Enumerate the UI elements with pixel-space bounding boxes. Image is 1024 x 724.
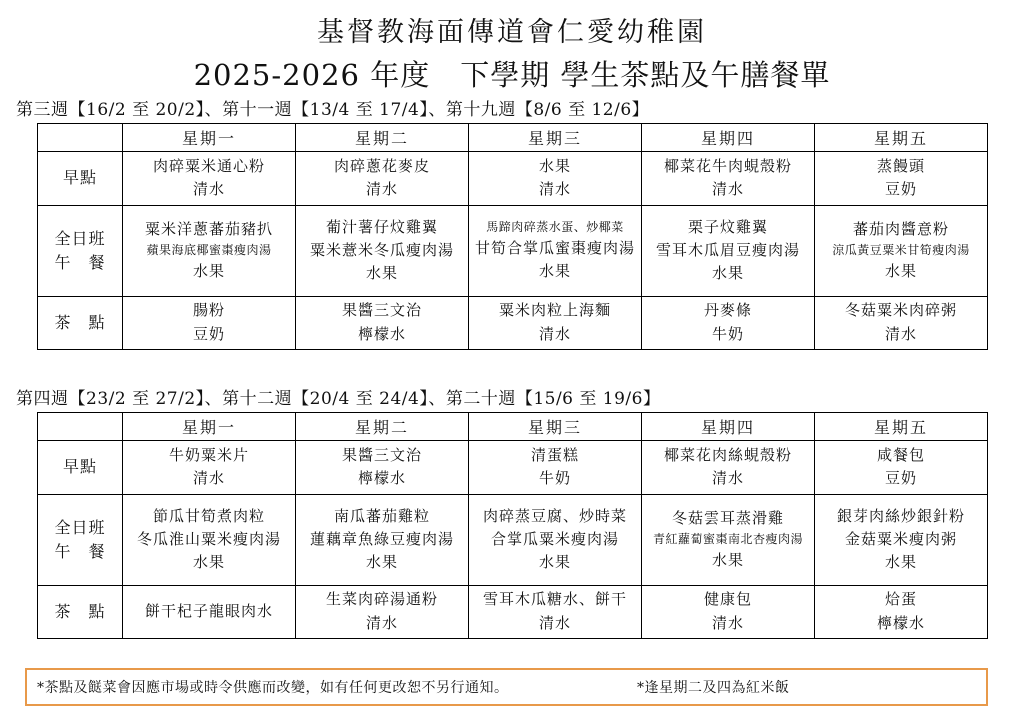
menu-cell (469, 151, 642, 205)
menu-cell (642, 585, 815, 638)
menu-cell (296, 205, 469, 296)
menu-item-line: 果醬三文治 (341, 301, 422, 320)
day-header-label: 星期四 (700, 417, 755, 437)
table-header-row (38, 412, 988, 440)
menu-cell (123, 296, 296, 349)
menu-cell (296, 585, 469, 638)
day-header (642, 412, 815, 440)
day-header-label: 星期三 (527, 128, 582, 148)
menu-item-line: 咸餐包 (876, 445, 925, 464)
menu-item-line: 水果 (884, 553, 917, 572)
menu-item-line: 蕃茄肉醬意粉 (852, 220, 949, 238)
menu-item-line: 水果 (365, 264, 398, 283)
menu-cell (815, 296, 988, 349)
day-header-label: 星期二 (354, 417, 409, 437)
menu-section-2 (0, 384, 1024, 639)
menu-item-line: 檸檬水 (876, 613, 925, 632)
menu-item-line: 清水 (538, 180, 571, 199)
day-header (123, 412, 296, 440)
menu-section-1 (0, 95, 1024, 350)
day-header (123, 123, 296, 151)
menu-item-line: 冬瓜淮山粟米瘦肉湯 (136, 529, 281, 548)
menu-item-line: 水果 (538, 553, 571, 572)
menu-item-line: 粟米肉粒上海麵 (498, 301, 611, 320)
menu-item-line: 葡汁薯仔炆雞翼 (325, 217, 438, 236)
menu-cell (815, 205, 988, 296)
menu-item-line: 豆奶 (884, 180, 917, 199)
menu-item-line: 清水 (711, 469, 744, 488)
menu-item-line: 清蛋糕 (530, 445, 579, 464)
page-subtitle: 2025-2026 年度 下學期 學生茶點及午膳餐單 (193, 57, 831, 92)
row-label-line: 午 餐 (54, 252, 106, 272)
menu-item-line: 銀芽肉絲炒銀針粉 (836, 506, 965, 525)
table-row-tea (38, 296, 988, 349)
table-row-breakfast (38, 440, 988, 494)
day-header-label: 星期三 (527, 417, 582, 437)
menu-cell (123, 494, 296, 585)
menu-item-line: 蒸饅頭 (876, 156, 925, 175)
menu-cell (642, 151, 815, 205)
table-row-tea (38, 585, 988, 638)
menu-item-line: 餅干杞子龍眼肉水 (144, 601, 273, 620)
menu-cell (123, 440, 296, 494)
menu-item-line: 肉碎蒸豆腐、炒時菜 (482, 506, 627, 525)
menu-item-line: 金菇粟米瘦肉粥 (844, 529, 957, 548)
menu-item-line: 生菜肉碎湯通粉 (325, 590, 438, 609)
row-label-line: 早點 (62, 457, 97, 477)
menu-item-line: 清水 (365, 180, 398, 199)
menu-item-line: 清水 (711, 180, 744, 199)
footer-note-right: *逢星期二及四為紅米飯 (637, 680, 790, 696)
menu-cell (123, 151, 296, 205)
menu-table-2 (37, 412, 988, 639)
corner-cell (38, 123, 123, 151)
row-label-line: 午 餐 (54, 541, 106, 561)
menu-cell (123, 205, 296, 296)
tables (0, 95, 1024, 639)
menu-cell (469, 296, 642, 349)
table-row-lunch (38, 205, 988, 296)
menu-item-line: 水果 (884, 261, 917, 280)
menu-cell (642, 494, 815, 585)
menu-cell (296, 494, 469, 585)
menu-cell (642, 296, 815, 349)
week-label-2: 第四週【23/2 至 27/2】、第十二週【20/4 至 24/4】、第二十週【15/6 至 19/6】 (16, 388, 661, 409)
day-header (469, 123, 642, 151)
menu-item-line: 清水 (538, 613, 571, 632)
menu-item-line: 檸檬水 (357, 469, 406, 488)
row-label-line: 全日班 (54, 228, 106, 248)
menu-item-line: 水果 (711, 264, 744, 283)
menu-item-line: 清水 (365, 613, 398, 632)
menu-item-line: 水果 (365, 553, 398, 572)
menu-cell (642, 440, 815, 494)
menu-item-line: 馬蹄肉碎蒸水蛋、炒椰菜 (486, 220, 624, 234)
menu-item-line: 牛奶 (711, 324, 744, 343)
menu-item-line: 冬菇粟米肉碎粥 (844, 301, 957, 320)
menu-item-line: 牛奶 (538, 469, 571, 488)
menu-cell (642, 205, 815, 296)
menu-item-line: 栗子炆雞翼 (687, 217, 768, 236)
row-label (38, 494, 123, 585)
day-header-label: 星期四 (700, 128, 755, 148)
menu-item-line: 甘筍合掌瓜蜜棗瘦肉湯 (474, 238, 635, 257)
menu-item-line: 烚蛋 (884, 590, 917, 609)
menu-item-line: 節瓜甘筍煮肉粒 (152, 506, 265, 525)
day-header-label: 星期一 (181, 128, 236, 148)
menu-item-line: 豆奶 (192, 324, 225, 343)
row-label (38, 440, 123, 494)
menu-item-line: 雪耳木瓜眉豆瘦肉湯 (655, 240, 800, 259)
row-label (38, 205, 123, 296)
table-header-row (38, 123, 988, 151)
day-header (815, 412, 988, 440)
menu-item-line: 水果 (192, 261, 225, 280)
menu-item-line: 冬菇雲耳蒸滑雞 (671, 509, 784, 527)
page-title: 基督教海面傳道會仁愛幼稚園 (317, 17, 707, 48)
menu-item-line: 肉碎蔥花麥皮 (333, 156, 430, 175)
day-header-label: 星期二 (354, 128, 409, 148)
menu-item-line: 粟米薏米冬瓜瘦肉湯 (309, 240, 454, 259)
menu-item-line: 牛奶粟米片 (168, 445, 249, 464)
menu-item-line: 椰菜花牛肉蜆殼粉 (663, 156, 792, 175)
day-header (815, 123, 988, 151)
menu-item-line: 水果 (192, 553, 225, 572)
menu-item-line: 水果 (711, 550, 744, 569)
day-header (469, 412, 642, 440)
menu-item-line: 涼瓜黃豆粟米甘筍瘦肉湯 (832, 243, 970, 258)
menu-item-line: 清水 (884, 324, 917, 343)
table-row-lunch (38, 494, 988, 585)
footer-note-left: *茶點及餸菜會因應市場或時令供應而改變，如有任何更改恕不另行通知。 (37, 680, 509, 696)
menu-item-line: 雪耳木瓜糖水、餅干 (482, 590, 627, 609)
row-label-line: 早點 (62, 168, 97, 188)
week-label-1: 第三週【16/2 至 20/2】、第十一週【13/4 至 17/4】、第十九週【8/6 至 12/6】 (16, 99, 650, 120)
day-header (642, 123, 815, 151)
menu-cell (815, 585, 988, 638)
menu-cell (469, 440, 642, 494)
row-label (38, 585, 123, 638)
row-label-line: 茶 點 (54, 601, 106, 621)
day-header-label: 星期一 (181, 417, 236, 437)
day-header (296, 412, 469, 440)
day-header-label: 星期五 (873, 128, 928, 148)
menu-item-line: 檸檬水 (357, 324, 406, 343)
menu-item-line: 水果 (538, 261, 571, 280)
day-header-label: 星期五 (873, 417, 928, 437)
menu-item-line: 椰菜花肉絲蜆殼粉 (663, 445, 792, 464)
day-header (296, 123, 469, 151)
menu-item-line: 清水 (538, 324, 571, 343)
menu-cell (815, 494, 988, 585)
menu-item-line: 清水 (711, 613, 744, 632)
menu-cell (469, 205, 642, 296)
menu-item-line: 蓮藕章魚綠豆瘦肉湯 (309, 529, 454, 548)
menu-item-line: 青紅蘿蔔蜜棗南北杏瘦肉湯 (652, 532, 803, 547)
menu-cell (123, 585, 296, 638)
row-label (38, 151, 123, 205)
menu-cell (296, 440, 469, 494)
menu-cell (469, 585, 642, 638)
menu-item-line: 南瓜蕃茄雞粒 (333, 506, 430, 525)
menu-item-line: 丹麥條 (703, 301, 752, 320)
corner-cell (38, 412, 123, 440)
menu-item-line: 健康包 (703, 590, 752, 609)
menu-item-line: 合掌瓜粟米瘦肉湯 (490, 529, 619, 548)
menu-cell (296, 151, 469, 205)
menu-item-line: 清水 (192, 180, 225, 199)
menu-item-line: 腸粉 (192, 301, 225, 320)
menu-item-line: 果醬三文治 (341, 445, 422, 464)
row-label-line: 茶 點 (54, 312, 106, 332)
row-label-line: 全日班 (54, 517, 106, 537)
menu-cell (296, 296, 469, 349)
table-row-breakfast (38, 151, 988, 205)
menu-item-line: 肉碎粟米通心粉 (152, 156, 265, 175)
menu-cell (469, 494, 642, 585)
footer-note-box (25, 668, 988, 706)
menu-item-line: 清水 (192, 469, 225, 488)
row-label (38, 296, 123, 349)
menu-item-line: 豆奶 (884, 469, 917, 488)
menu-cell (815, 440, 988, 494)
menu-item-line: 粟米洋蔥蕃茄豬扒 (144, 220, 273, 238)
menu-item-line: 蘋果海底椰蜜棗瘦肉湯 (146, 243, 272, 258)
menu-cell (815, 151, 988, 205)
menu-item-line: 水果 (538, 156, 571, 175)
menu-table-1 (37, 123, 988, 350)
